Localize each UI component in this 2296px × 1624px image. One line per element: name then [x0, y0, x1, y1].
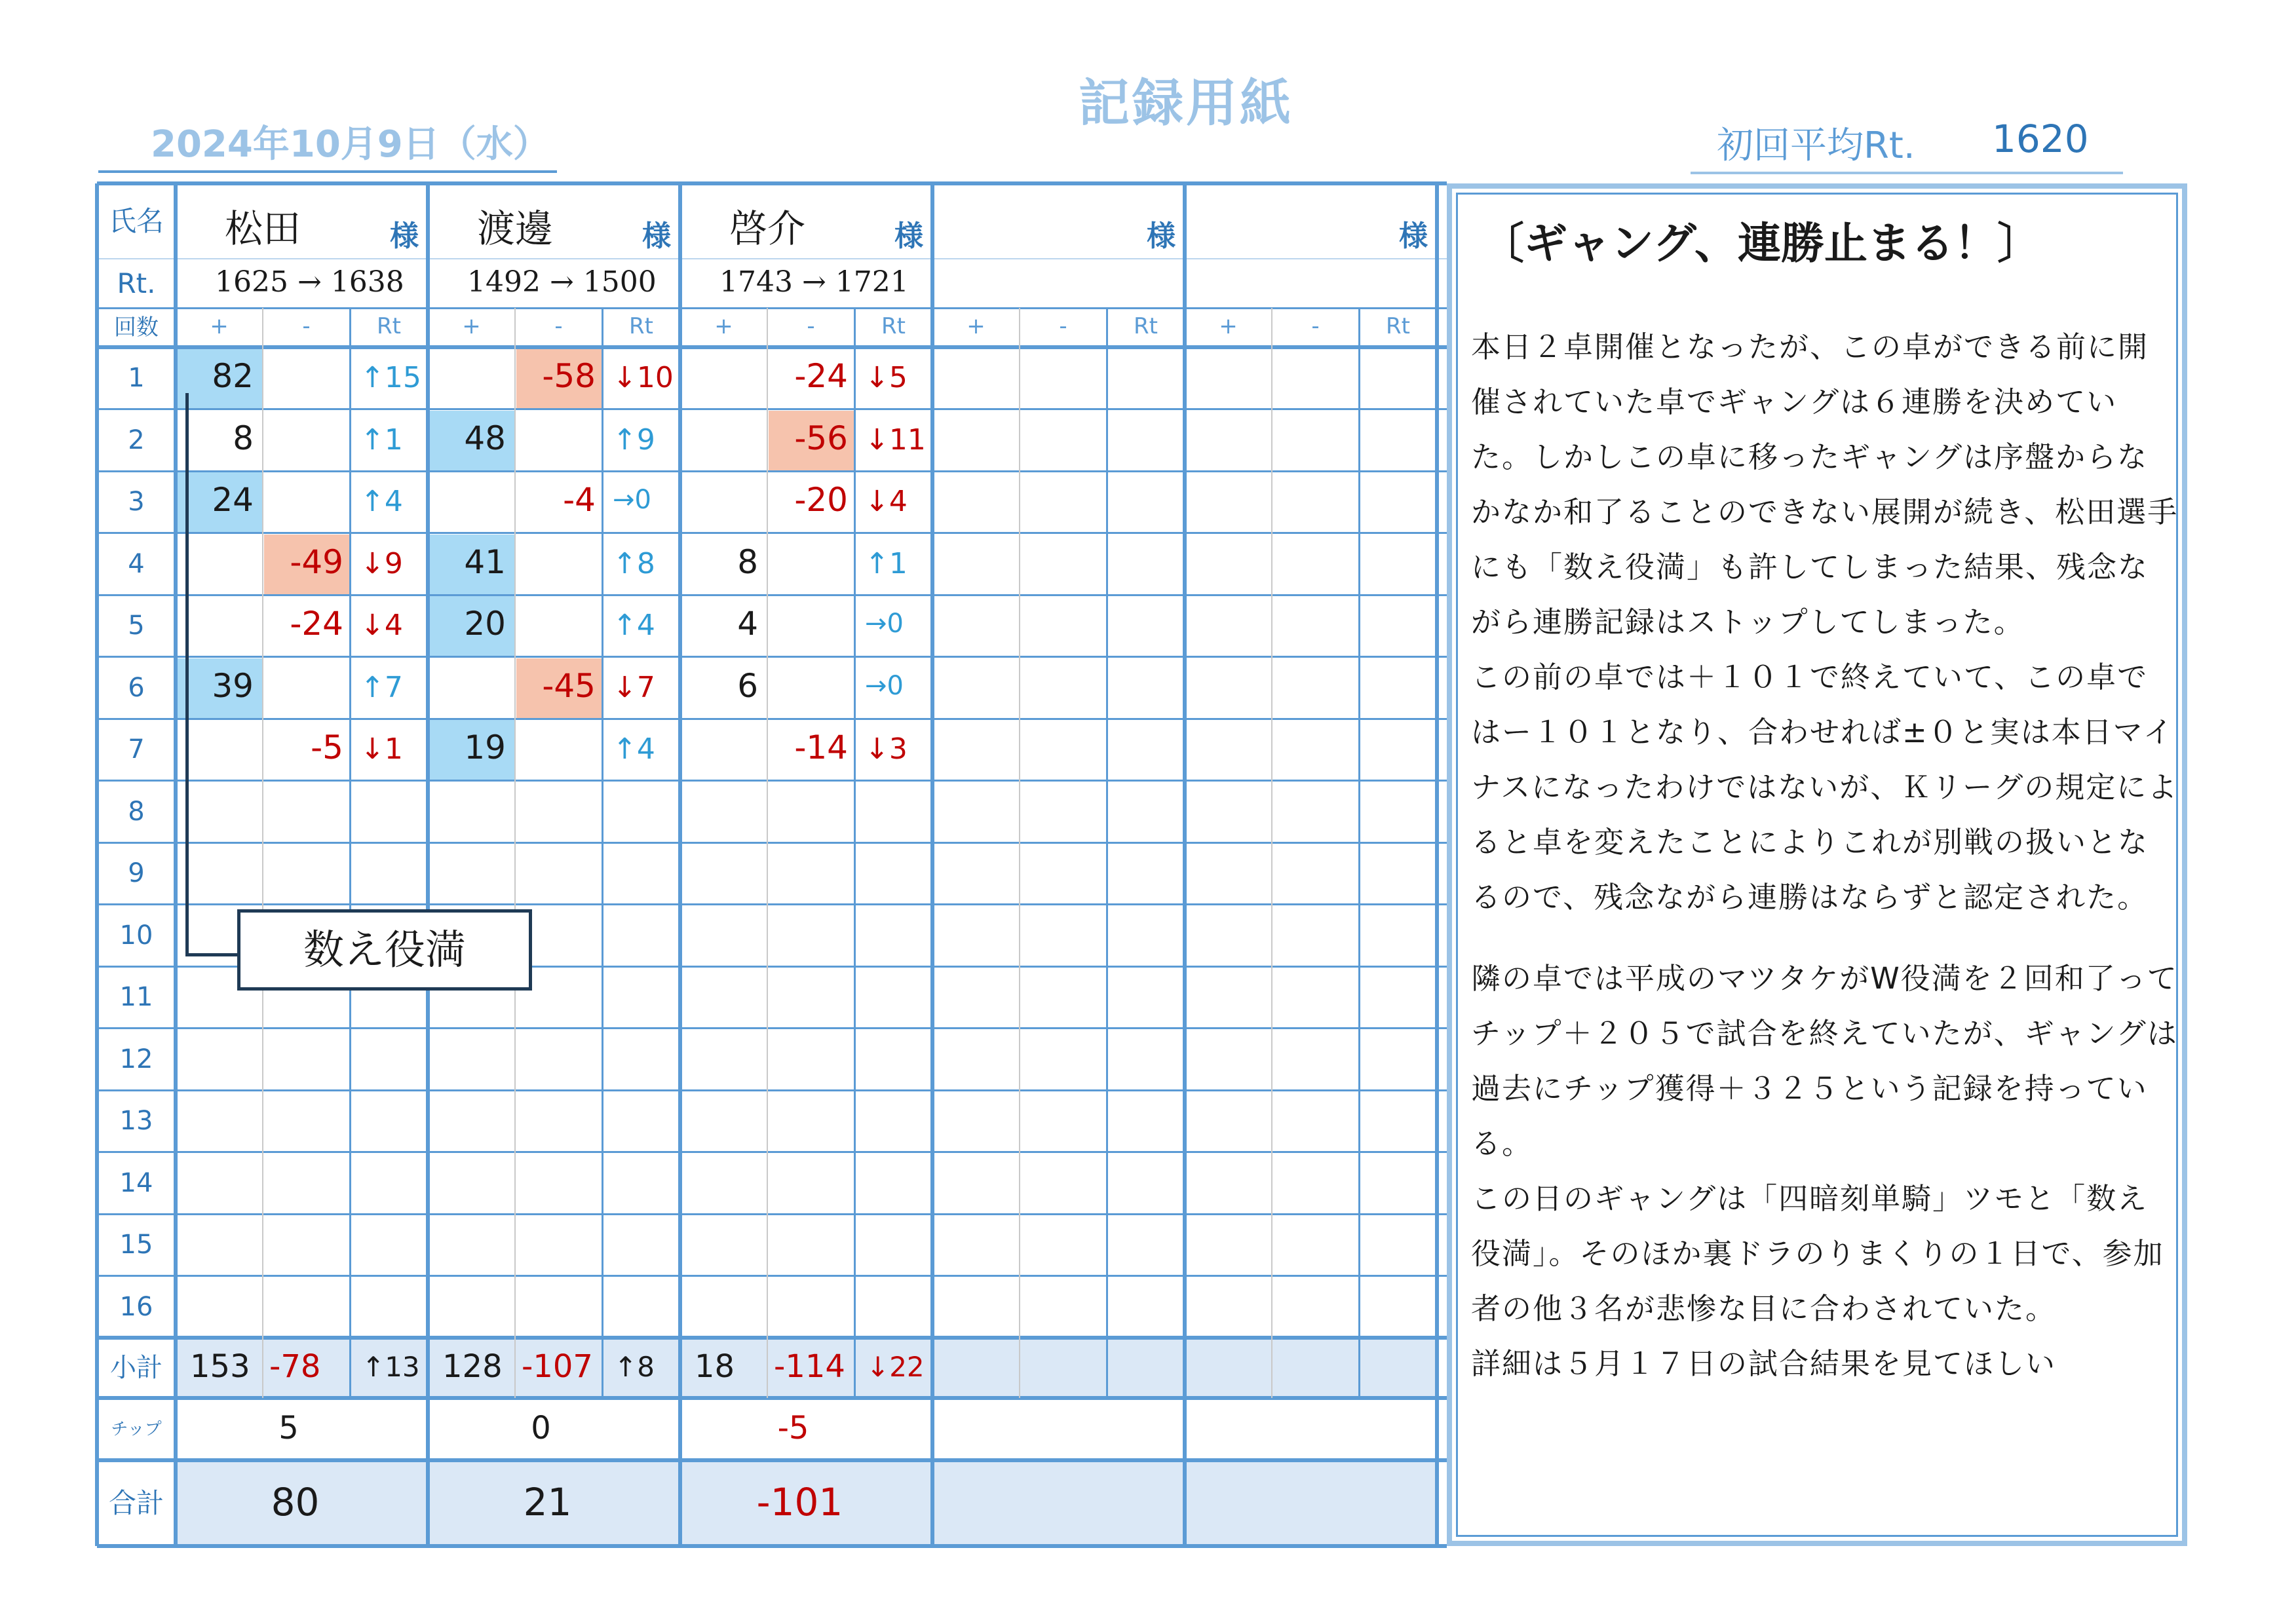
player-rating-change: 1743 → 1721 [719, 265, 909, 299]
honorific: 様 [390, 219, 419, 253]
minus-score: -24 [290, 605, 343, 643]
rating-delta: ↓11 [865, 423, 926, 457]
grid-col-line [930, 183, 934, 1546]
plus-score: 6 [737, 666, 758, 705]
rating-delta: →0 [865, 670, 904, 701]
total-score: 21 [523, 1479, 572, 1524]
average-rating-underline [1691, 172, 2123, 174]
grid-row-line [97, 656, 1447, 658]
column-heading: + [966, 313, 985, 339]
column-heading: - [554, 313, 563, 339]
grid-subcol-line [514, 308, 516, 1398]
score-table [97, 183, 1447, 1546]
row-label: 合計 [108, 1486, 164, 1519]
row-label: 氏名 [108, 204, 164, 237]
rating-delta: ↓7 [613, 670, 655, 704]
grid-col-line [426, 183, 430, 1546]
grid-row-line [97, 1275, 1447, 1277]
rating-delta: ↓3 [865, 732, 908, 766]
grid-row-line [97, 780, 1447, 782]
plus-score: 82 [212, 357, 254, 396]
paragraph-gap [1471, 925, 2179, 951]
commentary-paragraph: 詳細は５月１７日の試合結果を見てほしい [1471, 1346, 2057, 1381]
grid-subcol-line [262, 308, 263, 1398]
row-label: 10 [119, 920, 153, 951]
grid-col-line [1183, 183, 1187, 1546]
grid-subcol-line [602, 308, 603, 1398]
row-label: 1 [128, 363, 145, 394]
grid-row-line [97, 408, 1447, 410]
minus-score: -56 [794, 419, 848, 457]
column-heading: Rt [1386, 313, 1410, 339]
grid-subcol-line [1106, 308, 1108, 1398]
column-heading: - [302, 313, 311, 339]
date-underline [98, 170, 557, 173]
column-heading: Rt [881, 313, 906, 339]
column-heading: Rt [1134, 313, 1158, 339]
page-title: 記録用紙 [1078, 74, 1293, 133]
rating-delta: ↓5 [865, 361, 908, 395]
rating-delta: ↑8 [613, 546, 655, 580]
column-heading: Rt [377, 313, 401, 339]
player-name: 松田 [225, 206, 301, 251]
average-rating-value: 1620 [1992, 117, 2089, 161]
row-label: 7 [128, 734, 145, 765]
row-label: 16 [119, 1291, 153, 1322]
plus-score: 4 [737, 605, 758, 643]
grid-row-line [97, 718, 1447, 720]
plus-score: 8 [737, 542, 758, 581]
row-label: 9 [128, 858, 145, 889]
subtotal-minus: -78 [269, 1348, 321, 1385]
grid-row-line [97, 1027, 1447, 1029]
grid-row-line [97, 903, 1447, 905]
grid-row-line [97, 1213, 1447, 1215]
minus-score: -58 [542, 357, 596, 396]
minus-score: -49 [290, 542, 343, 581]
grid-row-line [97, 181, 1447, 185]
subtotal-minus: -107 [522, 1348, 593, 1385]
row-label: 小計 [110, 1353, 163, 1383]
row-label: 6 [128, 672, 145, 703]
grid-row-line [97, 345, 1447, 349]
player-name: 渡邊 [477, 206, 554, 251]
grid-row-line [97, 594, 1447, 596]
subtotal-rating-delta: ↑8 [614, 1351, 655, 1383]
rating-delta: ↑1 [865, 546, 908, 580]
grid-row-line [97, 1151, 1447, 1153]
row-label: 8 [128, 796, 145, 827]
total-score: -101 [756, 1479, 843, 1524]
subtotal-plus: 128 [442, 1348, 503, 1385]
grid-row-line [97, 1458, 1447, 1462]
rating-delta: ↓4 [865, 485, 908, 519]
plus-score: 39 [212, 666, 254, 705]
rating-delta: ↓10 [613, 361, 674, 395]
total-score: 80 [271, 1479, 320, 1524]
grid-subcol-line [767, 308, 768, 1398]
row-label: 12 [119, 1044, 153, 1074]
annotation-connector [185, 393, 189, 956]
minus-score: -24 [794, 357, 848, 396]
subtotal-rating-delta: ↓22 [866, 1351, 925, 1383]
row-label: 回数 [114, 314, 159, 341]
commentary-paragraph: 本日２卓開催となったが、この卓ができる前に開催されていた卓でギャングは６連勝を決めていた。しかしこの卓に移ったギャングは序盤からなかなか和了ることのできない展開が続き、松田選手にも「数え役満」も許してしまった結果、残念ながら連勝記録はストップしてしまった。 [1471, 330, 2179, 639]
annotation-connector-horizontal [185, 953, 239, 956]
grid-row-line [97, 470, 1447, 472]
chip-value: 0 [531, 1409, 551, 1446]
rating-delta: →0 [865, 609, 904, 639]
player-rating-change: 1625 → 1638 [215, 265, 404, 299]
plus-score: 20 [464, 605, 506, 643]
grid-row-line [97, 307, 1447, 309]
column-heading: + [714, 313, 733, 339]
honorific: 様 [1147, 219, 1176, 253]
subtotal-plus: 153 [190, 1348, 250, 1385]
rating-delta: ↑4 [360, 485, 403, 519]
average-rating-label: 初回平均Rt. [1717, 124, 1915, 167]
grid-col-line [678, 183, 682, 1546]
grid-subcol-line [1271, 308, 1272, 1398]
row-label: 4 [128, 548, 145, 579]
commentary-paragraph: 隣の卓では平成のマツタケがW役満を２回和了ってチップ＋２０５で試合を終えていたが、ギャングは過去にチップ獲得＋３２５という記録を持っている。 [1471, 961, 2178, 1161]
player-name: 啓介 [729, 206, 806, 251]
plus-score: 48 [464, 419, 506, 457]
subtotal-rating-delta: ↑13 [362, 1351, 420, 1383]
commentary-paragraph: この前の卓では＋１０１で終えていて、この卓ではー１０１となり、合わせれば±０と実は本日マイナスになったわけではないが、Ｋリーグの規定によると卓を変えたことによりこれが別戦の扱いとなるので、残念ながら連勝はならずと認定された。 [1471, 660, 2179, 915]
grid-subcol-line [854, 308, 856, 1398]
column-heading: Rt [629, 313, 653, 339]
rating-delta: ↑9 [613, 423, 655, 457]
plus-score: 19 [464, 728, 506, 767]
annotation-callout: 数え役満 [237, 909, 532, 991]
row-label: 2 [128, 425, 145, 455]
column-heading: - [1311, 313, 1320, 339]
minus-score: -4 [563, 481, 596, 519]
rating-delta: ↑4 [613, 609, 655, 643]
row-label: 14 [119, 1167, 153, 1198]
record-date: 2024年10月9日（水） [151, 123, 550, 166]
grid-row-line [97, 258, 1447, 259]
row-label: 11 [119, 982, 153, 1013]
grid-subcol-line [349, 308, 351, 1398]
honorific: 様 [894, 219, 923, 253]
grid-row-line [97, 1089, 1447, 1091]
row-label: 5 [128, 611, 145, 641]
rating-delta: ↓4 [360, 609, 403, 643]
minus-score: -45 [542, 666, 596, 705]
column-heading: - [1059, 313, 1067, 339]
rating-delta: ↑4 [613, 732, 655, 766]
row-label: Rt. [117, 267, 156, 299]
column-heading: + [1219, 313, 1238, 339]
grid-row-line [97, 1396, 1447, 1400]
rating-delta: ↑7 [360, 670, 403, 704]
rating-delta: ↓1 [360, 732, 403, 766]
player-rating-change: 1492 → 1500 [467, 265, 657, 299]
column-heading: - [807, 313, 815, 339]
commentary-paragraph: この日のギャングは「四暗刻単騎」ツモと「数え役満」。そのほか裏ドラのりまくりの１日で、参加者の他３名が悲惨な目に合わされていた。 [1471, 1181, 2164, 1326]
rating-delta: ↑15 [360, 361, 421, 395]
column-heading: + [210, 313, 229, 339]
grid-row-line [97, 532, 1447, 534]
chip-value: 5 [278, 1409, 299, 1446]
rating-delta: →0 [613, 485, 651, 516]
grid-subcol-line [1019, 308, 1020, 1398]
subtotal-plus: 18 [695, 1348, 735, 1385]
row-label: 15 [119, 1230, 153, 1260]
grid-row-line [97, 1336, 1447, 1340]
minus-score: -14 [794, 728, 848, 767]
column-heading: + [462, 313, 481, 339]
grid-row-line [97, 1544, 1447, 1548]
commentary-body [1471, 320, 2179, 1391]
grid-subcol-line [1358, 308, 1360, 1398]
grid-col-line [1435, 183, 1439, 1546]
plus-score: 24 [212, 481, 254, 519]
minus-score: -20 [794, 481, 848, 519]
row-label: 3 [128, 487, 145, 518]
row-label: 13 [119, 1106, 153, 1137]
rating-delta: ↓9 [360, 546, 403, 580]
commentary-heading: 〔ギャング、連勝止まる！〕 [1481, 218, 2041, 269]
subtotal-minus: -114 [774, 1348, 845, 1385]
rating-delta: ↑1 [360, 423, 403, 457]
plus-score: 8 [233, 419, 254, 457]
minus-score: -5 [311, 728, 343, 767]
grid-row-line [97, 842, 1447, 844]
honorific: 様 [642, 219, 671, 253]
row-label: チップ [111, 1419, 162, 1439]
honorific: 様 [1399, 219, 1428, 253]
plus-score: 41 [464, 542, 506, 581]
chip-value: -5 [777, 1409, 809, 1446]
